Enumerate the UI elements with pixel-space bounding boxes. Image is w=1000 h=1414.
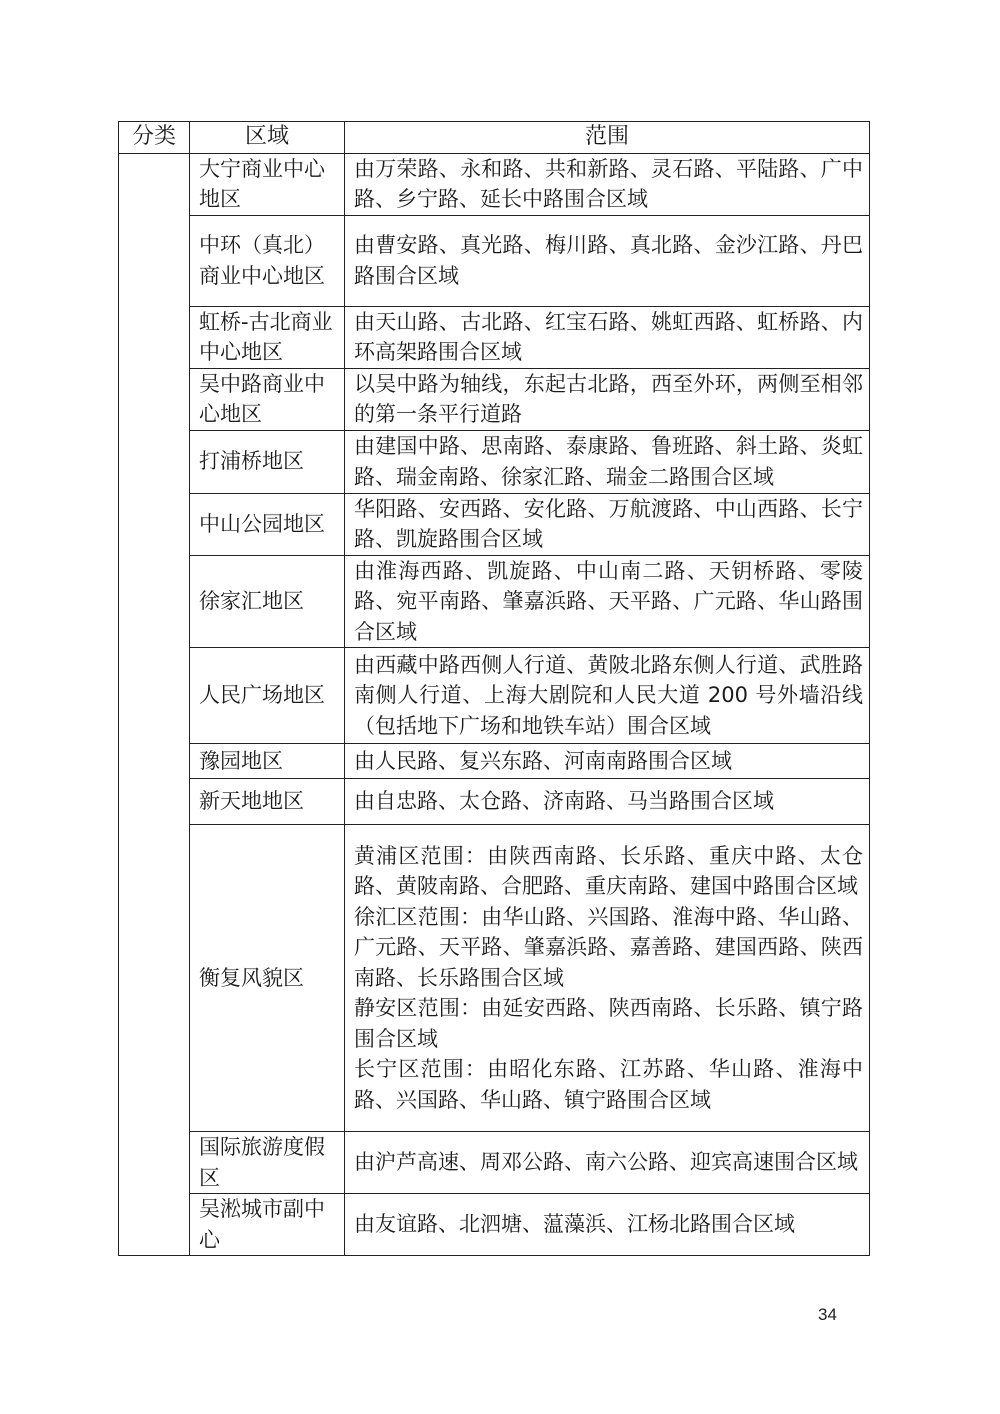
- area-cell: 打浦桥地区: [190, 430, 345, 493]
- table-row: [119, 648, 870, 744]
- range-cell: [345, 368, 870, 430]
- range-paragraph: 由建国中路、思南路、泰康路、鲁班路、斜土路、炎虹路、瑞金南路、徐家汇路、瑞金二路围合区域: [354, 434, 863, 489]
- area-cell: 人民广场地区: [190, 648, 345, 744]
- range-cell: [345, 1132, 870, 1194]
- zone-range-table: [118, 121, 870, 1256]
- range-paragraph: 由自忠路、太仓路、济南路、马当路围合区域: [354, 789, 774, 814]
- range-paragraph: 徐汇区范围：由华山路、兴国路、淮海中路、华山路、广元路、天平路、肇嘉浜路、嘉善路、建国西路、陕西南路、长乐路围合区域: [354, 904, 863, 990]
- range-cell: [345, 825, 870, 1132]
- area-cell: 虹桥-古北商业中心地区: [190, 306, 345, 368]
- table-row: [119, 306, 870, 368]
- table-row: [119, 368, 870, 430]
- area-cell: 大宁商业中心地区: [190, 153, 345, 215]
- area-cell: 吴中路商业中心地区: [190, 368, 345, 430]
- range-paragraph: 华阳路、安西路、安化路、万航渡路、中山西路、长宁路、凯旋路围合区域: [354, 496, 863, 551]
- range-paragraph: 由西藏中路西侧人行道、黄陂北路东侧人行道、武胜路南侧人行道、上海大剧院和人民大道 200 号外墙沿线（包括地下广场和地铁车站）围合区域: [354, 652, 863, 738]
- table-row: [119, 825, 870, 1132]
- area-cell: 吴淞城市副中心: [190, 1194, 345, 1256]
- area-cell: 衡复风貌区: [190, 825, 345, 1132]
- range-cell: [345, 153, 870, 215]
- range-cell: [345, 493, 870, 555]
- table-row: [119, 555, 870, 648]
- range-paragraph: 黄浦区范围：由陕西南路、长乐路、重庆中路、太仓路、黄陂南路、合肥路、重庆南路、建国中路围合区域: [354, 843, 863, 899]
- header-area: 区域: [190, 122, 345, 154]
- table-row: [119, 779, 870, 825]
- range-paragraph: 由万荣路、永和路、共和新路、灵石路、平陆路、广中路、乡宁路、延长中路围合区域: [354, 156, 863, 211]
- range-cell: [345, 648, 870, 744]
- range-cell: [345, 215, 870, 306]
- range-cell: [345, 744, 870, 779]
- table-row: [119, 1132, 870, 1194]
- range-cell: [345, 779, 870, 825]
- table-row: [119, 493, 870, 555]
- table-row: [119, 215, 870, 306]
- area-cell: 中环（真北）商业中心地区: [190, 215, 345, 306]
- range-paragraph: 由天山路、古北路、红宝石路、姚虹西路、虹桥路、内环高架路围合区域: [354, 309, 863, 364]
- header-range: 范围: [345, 122, 870, 154]
- area-cell: 中山公园地区: [190, 493, 345, 555]
- range-cell: [345, 430, 870, 493]
- range-paragraph: 静安区范围：由延安西路、陕西南路、长乐路、镇宁路围合区域: [354, 996, 863, 1051]
- range-paragraph: 由友谊路、北泗塘、蕰藻浜、江杨北路围合区域: [354, 1212, 795, 1237]
- range-paragraph: 由曹安路、真光路、梅川路、真北路、金沙江路、丹巴路围合区域: [354, 233, 863, 288]
- header-category: 分类: [119, 122, 190, 154]
- table-row: [119, 430, 870, 493]
- area-cell: 国际旅游度假区: [190, 1132, 345, 1194]
- table-header-row: [119, 122, 870, 154]
- area-cell: 新天地地区: [190, 779, 345, 825]
- table-row: [119, 1194, 870, 1256]
- range-paragraph: 由人民路、复兴东路、河南南路围合区域: [354, 748, 732, 773]
- range-paragraph: 长宁区范围：由昭化东路、江苏路、华山路、淮海中路、兴国路、华山路、镇宁路围合区域: [354, 1057, 863, 1112]
- range-cell: [345, 555, 870, 648]
- range-paragraph: 由淮海西路、凯旋路、中山南二路、天钥桥路、零陵路、宛平南路、肇嘉浜路、天平路、广元路、华山路围合区域: [354, 558, 863, 644]
- range-paragraph: 以吴中路为轴线，东起古北路，西至外环，两侧至相邻的第一条平行道路: [354, 371, 863, 426]
- table-row: [119, 153, 870, 215]
- range-cell: [345, 1194, 870, 1256]
- table-row: [119, 744, 870, 779]
- area-cell: 豫园地区: [190, 744, 345, 779]
- area-cell: 徐家汇地区: [190, 555, 345, 648]
- range-cell: [345, 306, 870, 368]
- range-paragraph: 由沪芦高速、周邓公路、南六公路、迎宾高速围合区域: [354, 1150, 858, 1175]
- page-number: 34: [818, 1305, 837, 1324]
- category-cell: [119, 153, 190, 1256]
